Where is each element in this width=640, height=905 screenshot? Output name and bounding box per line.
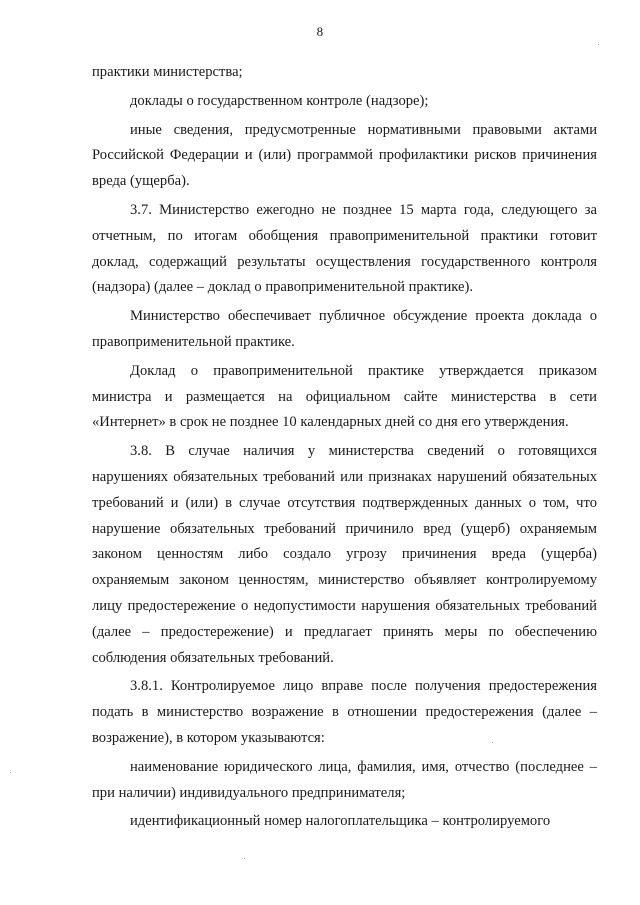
paragraph-section-3-8: 3.8. В случае наличия у министерства сведений о готовящихся нарушениях обязательных требований или признаках нарушений обязательных требований и (или) в случае отсутствия подтвержденных данных о том, что нарушение обязательных требований причинило вред (ущерб) охраняемым законом ценностям либо создало угрозу причинения вреда (ущерба) охраняемым законом ценностям, министерство объявляет контролируемому лицу предостережение о недопустимости нарушения обязательных требований (далее – предостережение) и предлагает принять меры по обеспечению соблюдения обязательных требований. — [92, 443, 597, 666]
document-body — [92, 60, 597, 835]
paragraph-2: доклады о государственном контроле (надзоре); — [130, 92, 429, 109]
scan-speck — [492, 742, 493, 743]
scan-speck — [10, 772, 11, 773]
paragraph-9: наименование юридического лица, фамилия, имя, отчество (последнее – при наличии) индивидуального предпринимателя; — [92, 758, 597, 801]
paragraph-section-3-8-1: 3.8.1. Контролируемое лицо вправе после получения предостережения подать в министерство возражение в отношении предостережения (далее – возражение), в котором указываются: — [92, 678, 597, 746]
scan-speck — [598, 44, 599, 45]
paragraph-section-3-7: 3.7. Министерство ежегодно не позднее 15 марта года, следующего за отчетным, по итогам обобщения правоприменительной практики готовит доклад, содержащий результаты осуществления государственного контроля (надзора) (далее – доклад о правоприменительной практике). — [92, 201, 597, 296]
paragraph-3: иные сведения, предусмотренные нормативными правовыми актами Российской Федерации и (или) программой профилактики рисков причинения вреда (ущерба). — [92, 121, 597, 190]
paragraph-5: Министерство обеспечивает публичное обсуждение проекта доклада о правоприменительной практике. — [92, 308, 597, 350]
paragraph-6: Доклад о правоприменительной практике утверждается приказом министра и размещается на официальном сайте министерства в сети «Интернет» в срок не позднее 10 календарных дней со дня его утверждения. — [92, 362, 597, 431]
paragraph-10: идентификационный номер налогоплательщика – контролируемого — [130, 813, 551, 830]
page-number: 8 — [316, 24, 324, 39]
paragraph-1: практики министерства; — [92, 64, 243, 80]
scan-speck — [244, 858, 245, 859]
